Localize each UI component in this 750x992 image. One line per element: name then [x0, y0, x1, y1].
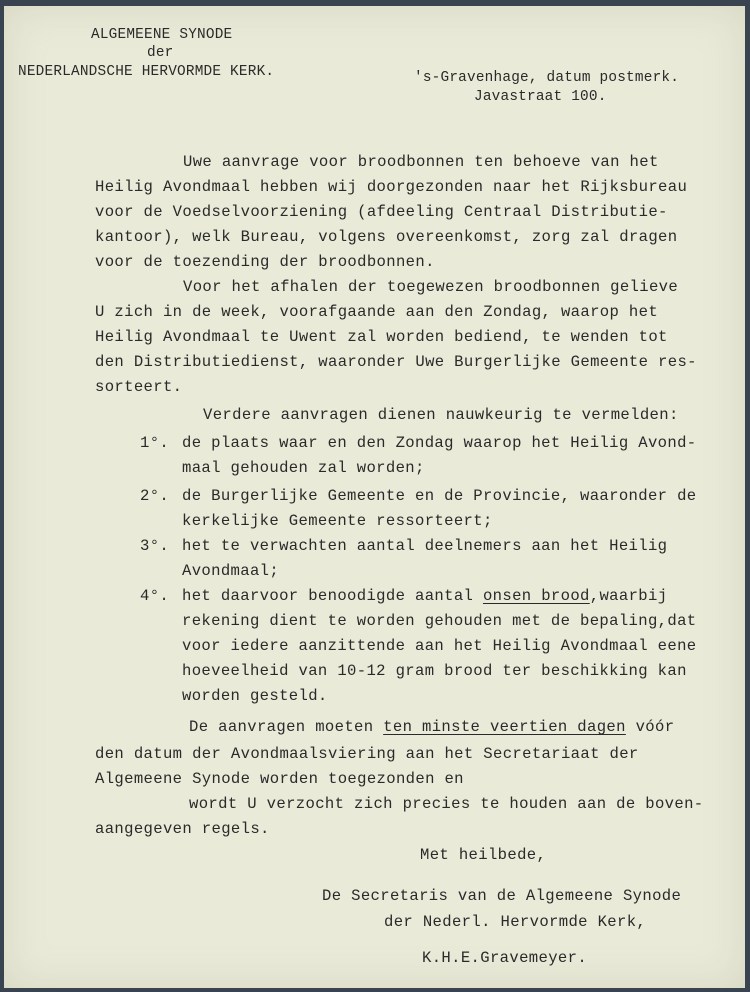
p1-line2: Heilig Avondmaal hebben wij doorgezonden naar het Rijksbureau — [95, 178, 688, 196]
p4-line5: aangegeven regels. — [95, 820, 270, 838]
p2-line2: U zich in de week, voorafgaande aan den Zondag, waarop het — [95, 303, 659, 321]
org-name-line3: NEDERLANDSCHE HERVORMDE KERK. — [18, 64, 275, 80]
item4-line1 — [182, 587, 667, 605]
signature-line1: De Secretaris van de Algemeene Synode — [322, 887, 682, 905]
address: Javastraat 100. — [474, 89, 607, 105]
signatory-name: K.H.E.Gravemeyer. — [422, 949, 588, 967]
item4-line5: worden gesteld. — [182, 687, 328, 705]
p1-line4: kantoor), welk Bureau, volgens overeenkomst, zorg zal dragen — [95, 228, 678, 246]
place-date: 's-Gravenhage, datum postmerk. — [414, 70, 680, 86]
p3-intro: Verdere aanvragen dienen nauwkeurig te vermelden: — [203, 406, 679, 424]
p1-line1: Uwe aanvrage voor broodbonnen ten behoeve van het — [183, 153, 659, 171]
item4-line4: hoeveelheid van 10-12 gram brood ter beschikking kan — [182, 662, 687, 680]
p4-line1-pre: De aanvragen moeten — [189, 718, 384, 736]
item3-line1: het te verwachten aantal deelnemers aan het Heilig — [182, 537, 668, 555]
org-name-line2: der — [147, 45, 174, 61]
underlined-onsen-brood: onsen brood — [482, 587, 590, 605]
p4-line4: wordt U verzocht zich precies te houden aan de boven- — [189, 795, 704, 813]
p4-line1 — [189, 718, 674, 736]
item2-line2: kerkelijke Gemeente ressorteert; — [182, 512, 493, 530]
item1-line2: maal gehouden zal worden; — [182, 459, 425, 477]
item1-line1: de plaats waar en den Zondag waarop het Heilig Avond- — [182, 434, 697, 452]
item2-number: 2°. — [140, 487, 170, 505]
item3-number: 3°. — [140, 537, 170, 555]
item4-line2: rekening dient te worden gehouden met de bepaling,dat — [182, 612, 697, 630]
p2-line3: Heilig Avondmaal te Uwent zal worden bediend, te wenden tot — [95, 328, 668, 346]
item3-line2: Avondmaal; — [182, 562, 280, 580]
p4-line3: Algemeene Synode worden toegezonden en — [95, 770, 464, 788]
item4-line3: voor iedere aanzittende aan het Heilig Avondmaal eene — [182, 637, 697, 655]
p2-line5: sorteert. — [95, 378, 183, 396]
p2-line1: Voor het afhalen der toegewezen broodbonnen gelieve — [183, 278, 679, 296]
p4-line2: den datum der Avondmaalsviering aan het Secretariaat der — [95, 745, 639, 763]
org-name-line1: ALGEMEENE SYNODE — [91, 27, 233, 43]
p2-line4: den Distributiedienst, waaronder Uwe Burgerlijke Gemeente res- — [95, 353, 697, 371]
p4-line1-post: vóór — [625, 718, 675, 736]
item2-line1: de Burgerlijke Gemeente en de Provincie, waaronder de — [182, 487, 697, 505]
signature-line2: der Nederl. Hervormde Kerk, — [384, 913, 647, 931]
item4-line1-post: ,waarbij — [589, 587, 668, 605]
letter-page — [4, 6, 745, 988]
item4-number: 4°. — [140, 587, 170, 605]
p1-line5: voor de toezending der broodbonnen. — [95, 253, 435, 271]
closing-greeting: Met heilbede, — [420, 846, 547, 864]
item1-number: 1°. — [140, 434, 170, 452]
p1-line3: voor de Voedselvoorziening (afdeeling Centraal Distributie- — [95, 203, 668, 221]
underlined-deadline: ten minste veertien dagen — [383, 718, 626, 736]
item4-line1-pre: het daarvoor benoodigde aantal — [182, 587, 483, 605]
